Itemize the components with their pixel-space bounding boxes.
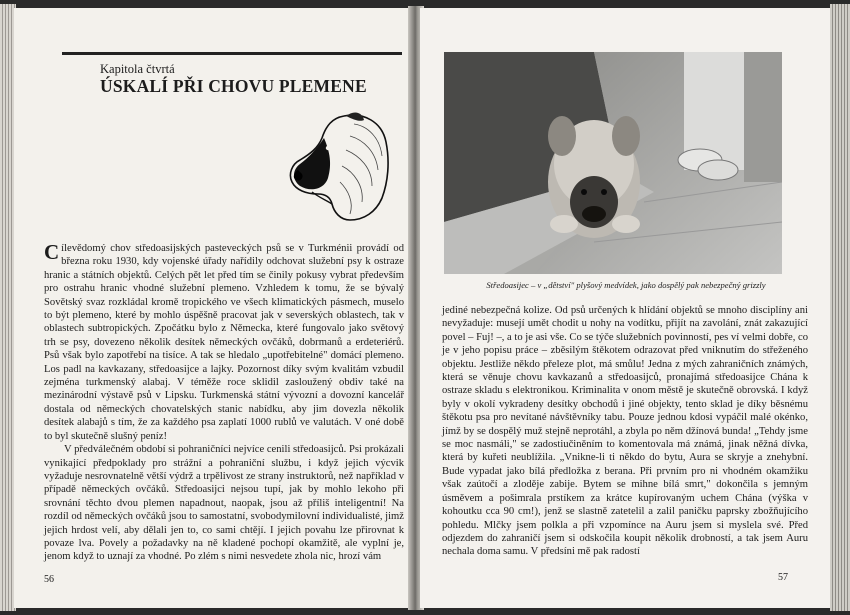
paragraph: jediné nebezpečná kolize. Od psů určených k hlídání objektů se mnoho disciplíny ani nevyžaduje: musejí umět chodit u nohy na vodítku, přijít na zavolání, znát zakazující povel – Fuj! –, a to je asi vše. Co se týče služebních povinností, pes ví velmi dobře, co je v jeho popisu práce – zběsilým štěkotem odrazovat před vniknutím do střeženého objektu. Jestliže někdo přeleze plot, má smůlu! Jedna z mých zahraničních známých, která se věnuje chovu kavkazanů a středoasijců, pronajímá středoasijce Chána k ostraze skladu s elektronikou. Kriminalita v onom městě je skutečně obrovská. I když byly v okolí vykradeny desítky obchodů i jiné objekty, tento sklad je díky běsnému štěkotu psa pro nevítané návštěvníky tabu. Pouze jednou kdosi vypáčil malé okénko, jímž by se dospělý muž stejně neprotáhl, a zbyla po něm džínová bunda! „Tehdy jsme se moc nasmáli," se zadostiučiněním to komentovala má známá, jinak něžná dívka, která by kuřeti neublížila. „Vnikne-li ti někdo do bytu, Aura se skryje a znehybní. Bude vypadat jako bílá předložka z berana. Při prvním pro ni vhodném okamžiku však zaútočí a zloděje zabije. Bytem se mihne bílá smrt," dokončila s jemným úsměvem a pošimrala prstíkem za krátce kupírovaným uchem Chána (výška v kohoutku cca 90 cm!), jenž se slastně zatetelil a zalil paničku paprsky zbožňujícího pohledu. Mlčky jsem polkla a při vzpomínce na Auru jsem si myslela své. Před odjezdem do zahraničí jsem si odskočila koupit několik drobností, a tak jsem Auru nechala doma samu. V předsíni mě pak radostí (442, 305, 809, 558)
right-page-edges (830, 4, 850, 611)
left-page (14, 8, 412, 608)
chapter-rule (62, 52, 402, 55)
chapter-label: Kapitola čtvrtá (100, 62, 175, 76)
page-number-right: 57 (778, 572, 788, 583)
photo-caption: Středoasijec – v „dětství" plyšový medvídek, jako dospělý pak nebezpečný grizzly (486, 280, 766, 290)
left-body-text (44, 242, 404, 564)
page-number-left: 56 (44, 574, 54, 585)
drop-cap: C (44, 240, 60, 264)
chapter-title: ÚSKALÍ PŘI CHOVU PLEMENE (100, 76, 367, 96)
right-page (420, 8, 832, 608)
paragraph (44, 242, 404, 443)
right-body-text (442, 304, 808, 559)
puppy-photo (444, 52, 782, 274)
dog-head-illustration (284, 108, 394, 223)
paragraph-text: ílevědomý chov středoasijských pasteveckých psů se v Turkménii provádí od března roku 1930, kdy vojenské úřady nařídily odchovat služební psy k ostraze hranic a státních objektů. Celých pět let před tím se činily pokusy vybrat především pro ostrahu hranic vhodné služební plemeno. Vzhledem k tomu, že se bývalý Sovětský svaz rozkládal kromě tropického ve všech klimatických pásmech, muselo to být plemeno, které by mohlo úspěšně pracovat jak v severských oblastech, tak v oblastech subtropických. Zpočátku bylo z Německa, které fungovalo jako světový trh se psy, dovezeno několik desítek německých ovčáků, dobrmanů a erdeteriérů. Psů však bylo zapotřebí na tisíce. A tak se hledalo „upotřebitelné" domácí plemeno. Los padl na kavkazany, středoasijce a lajky. Pozornost díky svým kvalitám vzbudil zejména turkmenský alabaj. V téměže roce sklidil zasloužený obdiv také na mezinárodní výstavě psů v Lipsku. Turkmenská státní vývozní a dovozní kancelář dostala od německých chovatelských stanic nabídku, aby jim dovezla několik desítek alabajů s tím, že za každého psa zaplatí 1000 rublů ve valutách. V oné době to byl skutečně slušný peníz! (44, 243, 404, 442)
paragraph: V předválečném období si pohraničníci nejvíce cenili středoasijců. Psi prokázali vynikající předpoklady pro strážní a pohraniční službu, i když jejich výcvik vyžaduje nesrovnatelně větší výdrž a trpělivost ze strany instruktorů, než například v případě německých ovčáků. Středoasijci nejsou tupí, jak by mohlo lekoho při srovnání těchto dvou plemen napadnout, naopak, jsou až příliš inteligentní! Na rozdíl od německých ovčáků jsou to samostatní, svobodymilovní individualisté, jimž jejich hrdost velí, aby dělali jen to, co sami chtějí. I jejich povahu lze přirovnat k povaze lva. Povely a požadavky na ně kladené pochopí okamžitě, ale vyplní je, jenom když to uznají za vhodné. Po zlém s nimi nesvedete zhola nic, hrozí vám (44, 444, 404, 563)
